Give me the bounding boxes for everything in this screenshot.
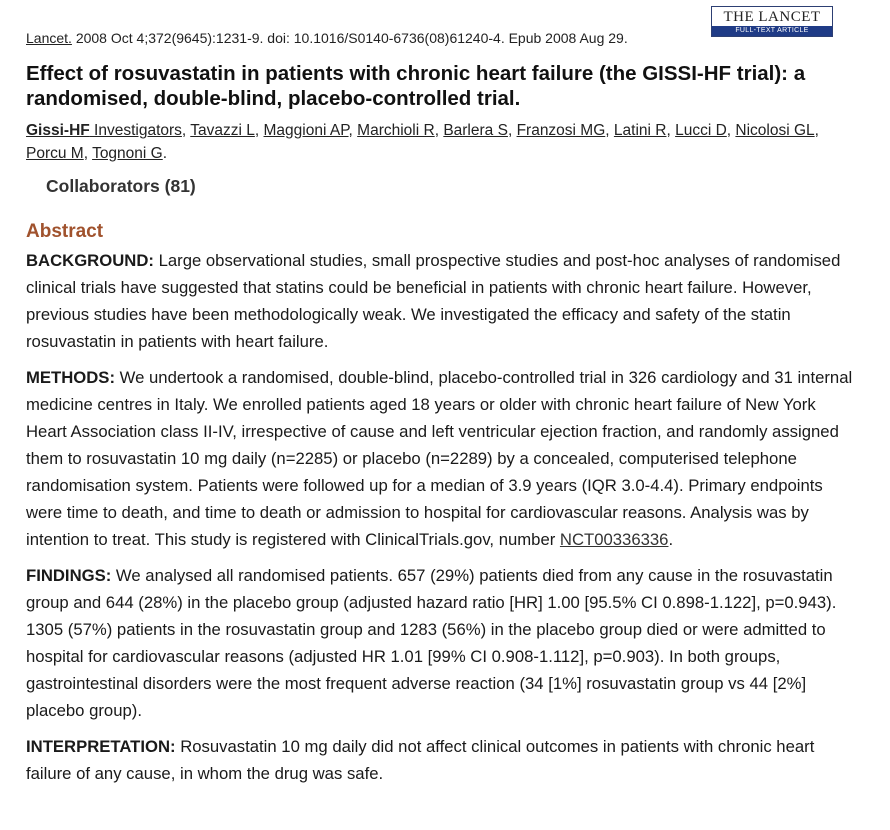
abstract-body — [26, 247, 856, 796]
abstract-heading: Abstract — [26, 221, 104, 242]
section-text: We undertook a randomised, double-blind, placebo-controlled trial in 326 cardiology and 31 internal medicine centres in Italy. We enrolled patients aged 18 years or older with chronic heart failure of New York Heart Association class II-IV, irrespective of cause and left ventricular ejection fraction, and randomly assigned them to rosuvastatin 10 mg daily (n=2285) or placebo (n=2289) by a concealed, computerised telephone randomisation system. Patients were followed up for a median of 3.9 years (IQR 3.0-4.4). Primary endpoints were time to death, and time to death or admission to hospital for cardiovascular reasons. Analysis was by intention to treat. This study is registered with ClinicalTrials.gov, number — [26, 368, 853, 549]
section-label: INTERPRETATION: — [26, 737, 176, 756]
section-text: Large observational studies, small prospective studies and post-hoc analyses of randomised clinical trials have suggested that statins could be beneficial in patients with chronic heart failure. However, previous studies have been methodologically weak. We investigated the efficacy and safety of the statin rosuvastatin in patients with heart failure. — [26, 251, 841, 351]
badge-subtitle: FULL-TEXT ARTICLE — [712, 26, 832, 36]
section-label: FINDINGS: — [26, 566, 112, 585]
section-label: BACKGROUND: — [26, 251, 154, 270]
abstract-background — [26, 247, 856, 355]
author-link[interactable]: Barlera S — [443, 122, 508, 139]
author-link[interactable]: Marchioli R — [357, 122, 435, 139]
section-text-end: . — [668, 530, 674, 549]
badge-title: THE LANCET — [723, 9, 821, 25]
abstract-findings — [26, 562, 856, 724]
author-link[interactable]: Nicolosi GL — [735, 122, 815, 139]
author-link[interactable]: Latini R — [613, 122, 667, 139]
author-link[interactable]: Porcu M — [26, 145, 84, 162]
author-link[interactable]: Lucci D — [675, 122, 727, 139]
lancet-badge[interactable] — [711, 6, 833, 37]
trial-registry-link[interactable]: NCT00336336 — [559, 530, 669, 549]
author-link[interactable]: Franzosi MG — [516, 122, 606, 139]
author-group-suffix: Investigators — [89, 122, 182, 139]
author-link[interactable]: Maggioni AP — [263, 122, 349, 139]
author-link[interactable]: Tognoni G — [92, 145, 163, 162]
collaborators-toggle[interactable]: Collaborators (81) — [46, 176, 196, 196]
author-group-name: Gissi-HF — [26, 122, 90, 139]
citation — [26, 30, 628, 46]
journal-link[interactable]: Lancet. — [26, 30, 72, 46]
citation-details: 2008 Oct 4;372(9645):1231-9. doi: 10.1016/S0140-6736(08)61240-4. Epub 2008 Aug 29. — [71, 30, 628, 46]
author-group-link[interactable] — [26, 122, 182, 139]
section-text: We analysed all randomised patients. 657 (29%) patients died from any cause in the rosuvastatin group and 644 (28%) in the placebo group (adjusted hazard ratio [HR] 1.00 [95.5% CI 0.898-1.122], p=0.943). 1305 (57%) patients in the rosuvastatin group and 1283 (56%) in the placebo group died or were admitted to hospital for cardiovascular reasons (adjusted HR 1.01 [99% CI 0.908-1.112], p=0.903). In both groups, gastrointestinal disorders were the most frequent adverse reaction (34 [1%] rosuvastatin group vs 44 [2%] placebo group). — [26, 566, 837, 720]
author-list: Gissi-HF Investigators, Tavazzi L, Maggioni AP, Marchioli R, Barlera S, Franzosi MG, Latini R, Lucci D, Nicolosi GL, Porcu M, Tognoni G. — [26, 122, 819, 162]
abstract-interpretation — [26, 733, 856, 787]
abstract-methods — [26, 364, 856, 553]
article-title: Effect of rosuvastatin in patients with chronic heart failure (the GISSI-HF trial): a randomised, double-blind, placebo-controlled trial. — [26, 62, 806, 110]
section-label: METHODS: — [26, 368, 115, 387]
author-link[interactable]: Tavazzi L — [190, 122, 255, 139]
section-text: Rosuvastatin 10 mg daily did not affect clinical outcomes in patients with chronic heart failure of any cause, in whom the drug was safe. — [26, 737, 815, 783]
